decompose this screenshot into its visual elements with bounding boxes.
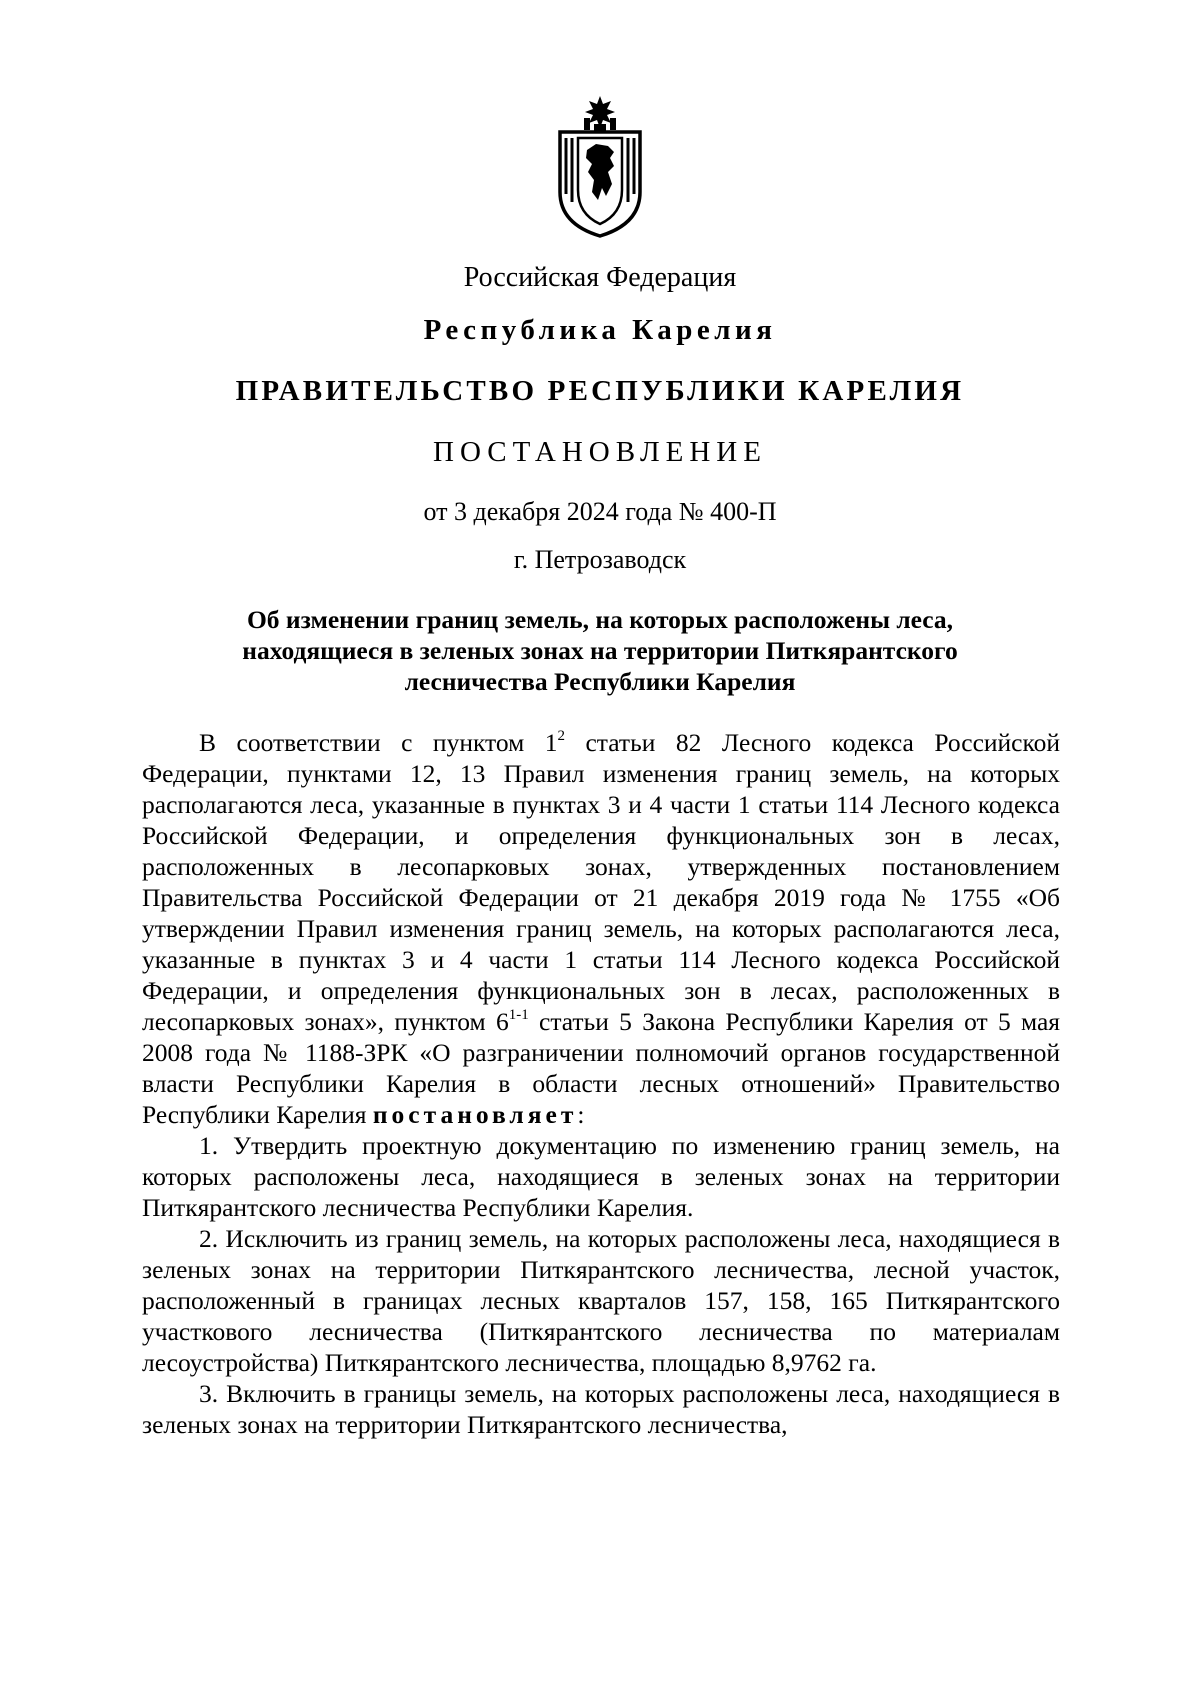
- document-date-number: от 3 декабря 2024 года № 400-П: [423, 497, 777, 526]
- document-title: [150, 604, 1050, 697]
- superscript: 2: [557, 728, 565, 744]
- resolution-item: 3. Включить в границы земель, на которых расположены леса, находящиеся в зеленых зонах на территории Питкярантского лесничества,: [142, 1379, 1060, 1439]
- title-line: Об изменении границ земель, на которых расположены леса,: [246, 605, 954, 634]
- document-type: ПОСТАНОВЛЕНИЕ: [433, 436, 767, 468]
- preamble-text: статьи 82 Лесного кодекса Российской Федерации, пунктами 12, 13 Правил изменения границ земель, на которых располагаются леса, указанные в пунктах 3 и 4 части 1 статьи 114 Лесного кодекса Российской Федерации, и определения функциональных зон в лесах, расположенных в лесопарковых зонах, утвержденных постановлением Правительства Российской Федерации от 21 декабря 2019 года № 1755 «Об утверждении Правил изменения границ земель, на которых располагаются леса, указанные в пунктах 3 и 4 части 1 статьи 114 Лесного кодекса Российской Федерации, и определения функциональных зон в лесах, расположенных в лесопарковых зонах», пунктом 6: [142, 728, 1060, 1036]
- preamble-text: В соответствии с пунктом 1: [199, 728, 558, 757]
- republic-name: Республика Карелия: [423, 314, 777, 346]
- country-name: Российская Федерация: [463, 262, 737, 293]
- preamble-text: статьи 5 Закона Республики Карелия от 5 мая 2008 года № 1188-ЗРК «О разграничении полномочий органов государственной власти Республики Карелия в области лесных отношений» Правительство Республики Карелия: [142, 1007, 1061, 1129]
- preamble-paragraph: [142, 727, 1060, 1130]
- title-line: находящиеся в зеленых зонах на территории Питкярантского: [242, 636, 958, 665]
- government-name: ПРАВИТЕЛЬСТВО РЕСПУБЛИКИ КАРЕЛИЯ: [235, 375, 965, 407]
- superscript: 1-1: [508, 1007, 529, 1023]
- resolution-item: 1. Утвердить проектную документацию по изменению границ земель, на которых расположены леса, находящиеся в зеленых зонах на территории Питкярантского лесничества Республики Карелия.: [142, 1131, 1060, 1222]
- resolution-verb: постановляет: [372, 1100, 578, 1129]
- document-body: [142, 727, 1060, 1440]
- document-city: г. Петрозаводск: [513, 545, 687, 574]
- coat-of-arms-icon: [554, 92, 646, 240]
- preamble-end: :: [577, 1100, 585, 1129]
- title-line: лесничества Республики Карелия: [404, 667, 796, 696]
- resolution-item: 2. Исключить из границ земель, на которых расположены леса, находящиеся в зеленых зонах на территории Питкярантского лесничества, лесной участок, расположенный в границах лесных кварталов 157, 158, 165 Питкярантского участкового лесничества (Питкярантского лесничества по материалам лесоустройства) Питкярантского лесничества, площадью 8,9762 га.: [142, 1224, 1060, 1377]
